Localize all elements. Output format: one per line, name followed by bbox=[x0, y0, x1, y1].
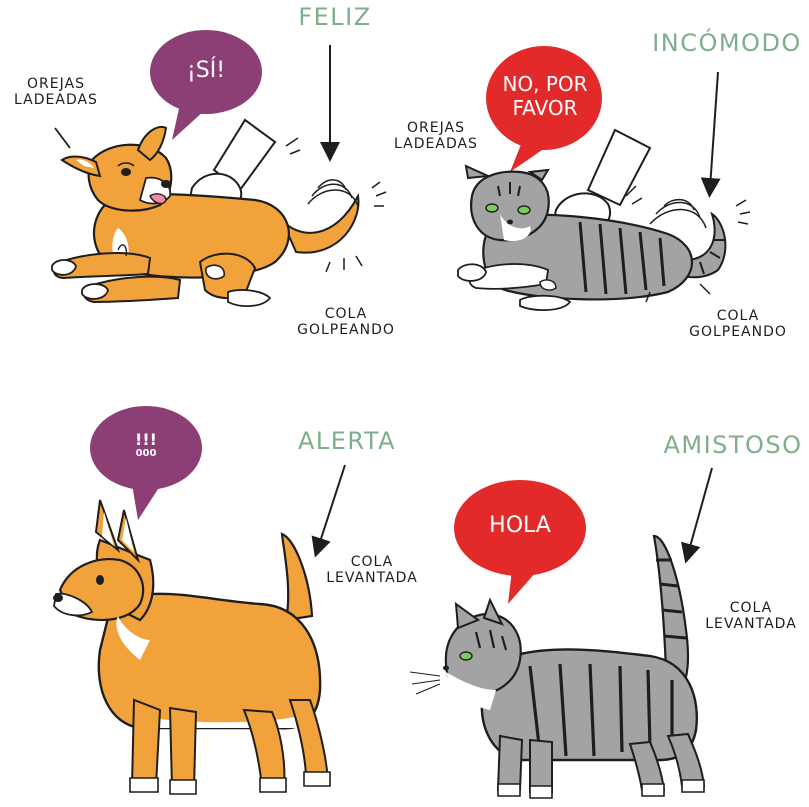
ears-label-line-1: OREJAS bbox=[407, 120, 465, 136]
tail-label-line-1: COLA bbox=[324, 306, 368, 322]
mood-label-friendly: AMISTOSO bbox=[663, 431, 803, 459]
ears-label-line-2: LADEADAS bbox=[394, 136, 478, 153]
mood-arrow bbox=[710, 72, 718, 188]
speech-bubble bbox=[454, 480, 586, 604]
ears-label-uncomfortable bbox=[384, 120, 488, 152]
tail-label-alert bbox=[312, 554, 432, 586]
panel-alert-dog bbox=[53, 406, 345, 794]
tail-label-friendly bbox=[696, 600, 806, 632]
speech-bubble bbox=[90, 406, 202, 520]
mood-arrow bbox=[318, 465, 345, 548]
tail-label-line-1: COLA bbox=[729, 600, 773, 616]
cat-standing bbox=[410, 536, 704, 798]
tail-label-line-2: GOLPEANDO bbox=[297, 322, 395, 339]
mood-label-alert: ALERTA bbox=[297, 427, 397, 455]
mood-arrow bbox=[688, 468, 712, 554]
speech-text-friendly: HOLA bbox=[489, 513, 551, 538]
tail-label-line-2: GOLPEANDO bbox=[689, 324, 787, 341]
tail-label-line-2: LEVANTADA bbox=[326, 570, 418, 587]
dog-standing bbox=[53, 500, 330, 794]
mood-label-uncomfortable: INCÓMODO bbox=[652, 29, 802, 57]
speech-line-1: !!! bbox=[135, 430, 157, 449]
ears-label-happy bbox=[4, 76, 108, 108]
tail-label-line-1: COLA bbox=[716, 308, 760, 324]
speech-text-happy: ¡SÍ! bbox=[186, 58, 226, 83]
speech-text-alert bbox=[116, 430, 176, 459]
tail-label-line-1: COLA bbox=[350, 554, 394, 570]
dog-lying bbox=[52, 127, 358, 306]
tail-label-line-2: LEVANTADA bbox=[705, 616, 797, 633]
ears-label-line-2: LADEADAS bbox=[14, 92, 98, 109]
speech-line-2: FAVOR bbox=[512, 96, 578, 120]
speech-line-1: NO, POR bbox=[502, 72, 588, 96]
ears-label-line-1: OREJAS bbox=[27, 76, 85, 92]
speech-line-2: 000 bbox=[135, 448, 157, 460]
speech-text-uncomfortable bbox=[490, 72, 600, 120]
tail-label-uncomfortable bbox=[678, 308, 798, 340]
mood-label-happy: FELIZ bbox=[298, 3, 372, 31]
ears-pointer-line bbox=[55, 128, 70, 148]
tail-label-happy bbox=[286, 306, 406, 338]
